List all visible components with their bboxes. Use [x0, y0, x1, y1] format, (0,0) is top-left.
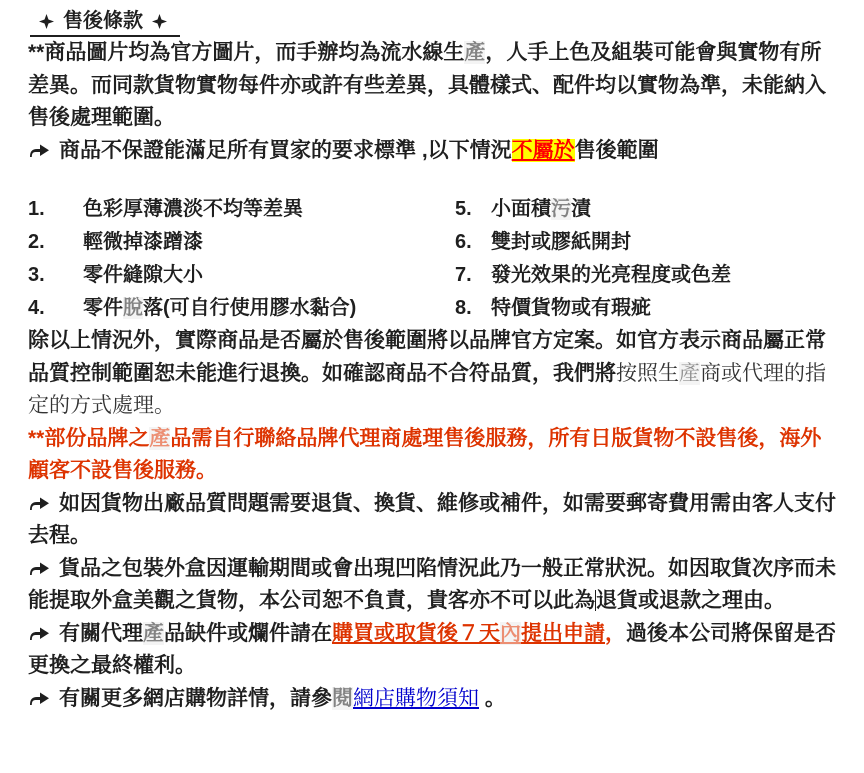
four-pointed-star-icon: [143, 10, 176, 32]
missing-parts-suffix: 過後本公司將保留是否更換之最終權利。: [28, 621, 836, 677]
exclusion-number: 6.: [455, 231, 472, 253]
decision-paragraph: [28, 325, 838, 423]
exclusion-text: 零件脫落(可自行使用膠水黏合): [83, 297, 357, 319]
exclusion-number: 1.: [28, 198, 45, 220]
page-title: [30, 9, 180, 37]
exclusion-item-2: [28, 226, 455, 259]
exclusion-text: 小面積污漬: [491, 198, 591, 220]
right-arrow-icon: [28, 618, 50, 651]
exclusion-item-6: [455, 226, 838, 259]
exclusion-row: [28, 259, 838, 292]
page-title-text: 售後條款: [63, 10, 143, 32]
right-arrow-icon: [28, 488, 50, 521]
deadline-emphasis: 購買或取貨後７天內提出申請: [332, 621, 605, 645]
four-pointed-star-icon: [30, 10, 63, 32]
packaging-text-before-caret: 貨品之包裝外盒因運輸期間或會出現凹陷情況此乃一般正常狀況。如因取貨次序而未能提取外盒美觀之貨物，本公司恕不負責，貴客亦不可以此為: [28, 556, 836, 612]
exclusion-number: 8.: [455, 297, 472, 319]
coverage-note: [28, 135, 838, 168]
exclusion-item-4: [28, 292, 455, 325]
right-arrow-icon: [28, 683, 50, 716]
store-shopping-notice-link[interactable]: 網店購物須知: [353, 686, 479, 710]
right-arrow-icon: [28, 135, 50, 168]
exclusion-row: [28, 292, 838, 325]
decision-regular-text: 按照生產商或代理的指定的方式處理。: [28, 361, 826, 417]
coverage-prefix: 商品不保證能滿足所有買家的要求標準 ,以下情況: [59, 138, 512, 162]
factory-defect-point: [28, 488, 838, 553]
exclusion-item-5: [455, 193, 838, 226]
more-info-point: [28, 683, 838, 716]
exclusion-row: [28, 193, 838, 226]
exclusion-number: 5.: [455, 198, 472, 220]
exclusion-number: 3.: [28, 264, 45, 286]
brand-notice-paragraph: [28, 423, 838, 488]
missing-parts-prefix: 有關代理產品缺件或爛件請在: [59, 621, 332, 645]
more-info-suffix: 。: [479, 686, 506, 710]
exclusion-number: 4.: [28, 297, 45, 319]
exclusion-item-3: [28, 259, 455, 292]
exclusion-list: [28, 193, 838, 325]
exclusion-item-8: [455, 292, 838, 325]
intro-text: **商品圖片均為官方圖片，而手辦均為流水線生產，人手上色及組裝可能會與實物有所差異。而同款貨物實物每件亦或許有些差異，具體樣式、配件均以實物為準，未能納入售後處理範圍。: [28, 41, 826, 129]
missing-parts-point: [28, 618, 838, 683]
decision-bold-text: 除以上情況外，實際商品是否屬於售後範圍將以品牌官方定案。如官方表示商品屬正常品質控制範圍恕未能進行退換。如確認商品不合符品質，我們將: [28, 329, 826, 385]
exclusion-item-7: [455, 259, 838, 292]
coverage-suffix: 售後範圍: [574, 138, 659, 162]
deadline-comma: ，: [605, 621, 626, 645]
exclusion-row: [28, 226, 838, 259]
factory-defect-text: 如因貨物出廠品質問題需要退貨、換貨、維修或補件，如需要郵寄費用需由客人支付去程。: [28, 491, 836, 547]
exclusion-text: 特價貨物或有瑕疵: [491, 297, 651, 319]
not-covered-highlight: 不屬於: [511, 138, 575, 162]
brand-notice-text: **部份品牌之產品需自行聯絡品牌代理商處理售後服務，所有日版貨物不設售後，海外顧客不設售後服務。: [28, 426, 822, 482]
exclusion-item-1: [28, 193, 455, 226]
exclusion-text: 色彩厚薄濃淡不均等差異: [83, 198, 303, 220]
exclusion-number: 7.: [455, 264, 472, 286]
packaging-text-after-caret: 退貨或退款之理由。: [596, 589, 785, 612]
exclusion-text: 發光效果的光亮程度或色差: [491, 264, 731, 286]
right-arrow-icon: [28, 553, 50, 586]
exclusion-text: 零件縫隙大小: [83, 264, 203, 286]
exclusion-text: 雙封或膠紙開封: [491, 231, 631, 253]
packaging-point: [28, 553, 838, 618]
intro-paragraph: [28, 37, 838, 135]
exclusion-text: 輕微掉漆蹭漆: [83, 231, 203, 253]
exclusion-number: 2.: [28, 231, 45, 253]
more-info-prefix: 有關更多網店購物詳情，請參閱: [59, 686, 353, 710]
